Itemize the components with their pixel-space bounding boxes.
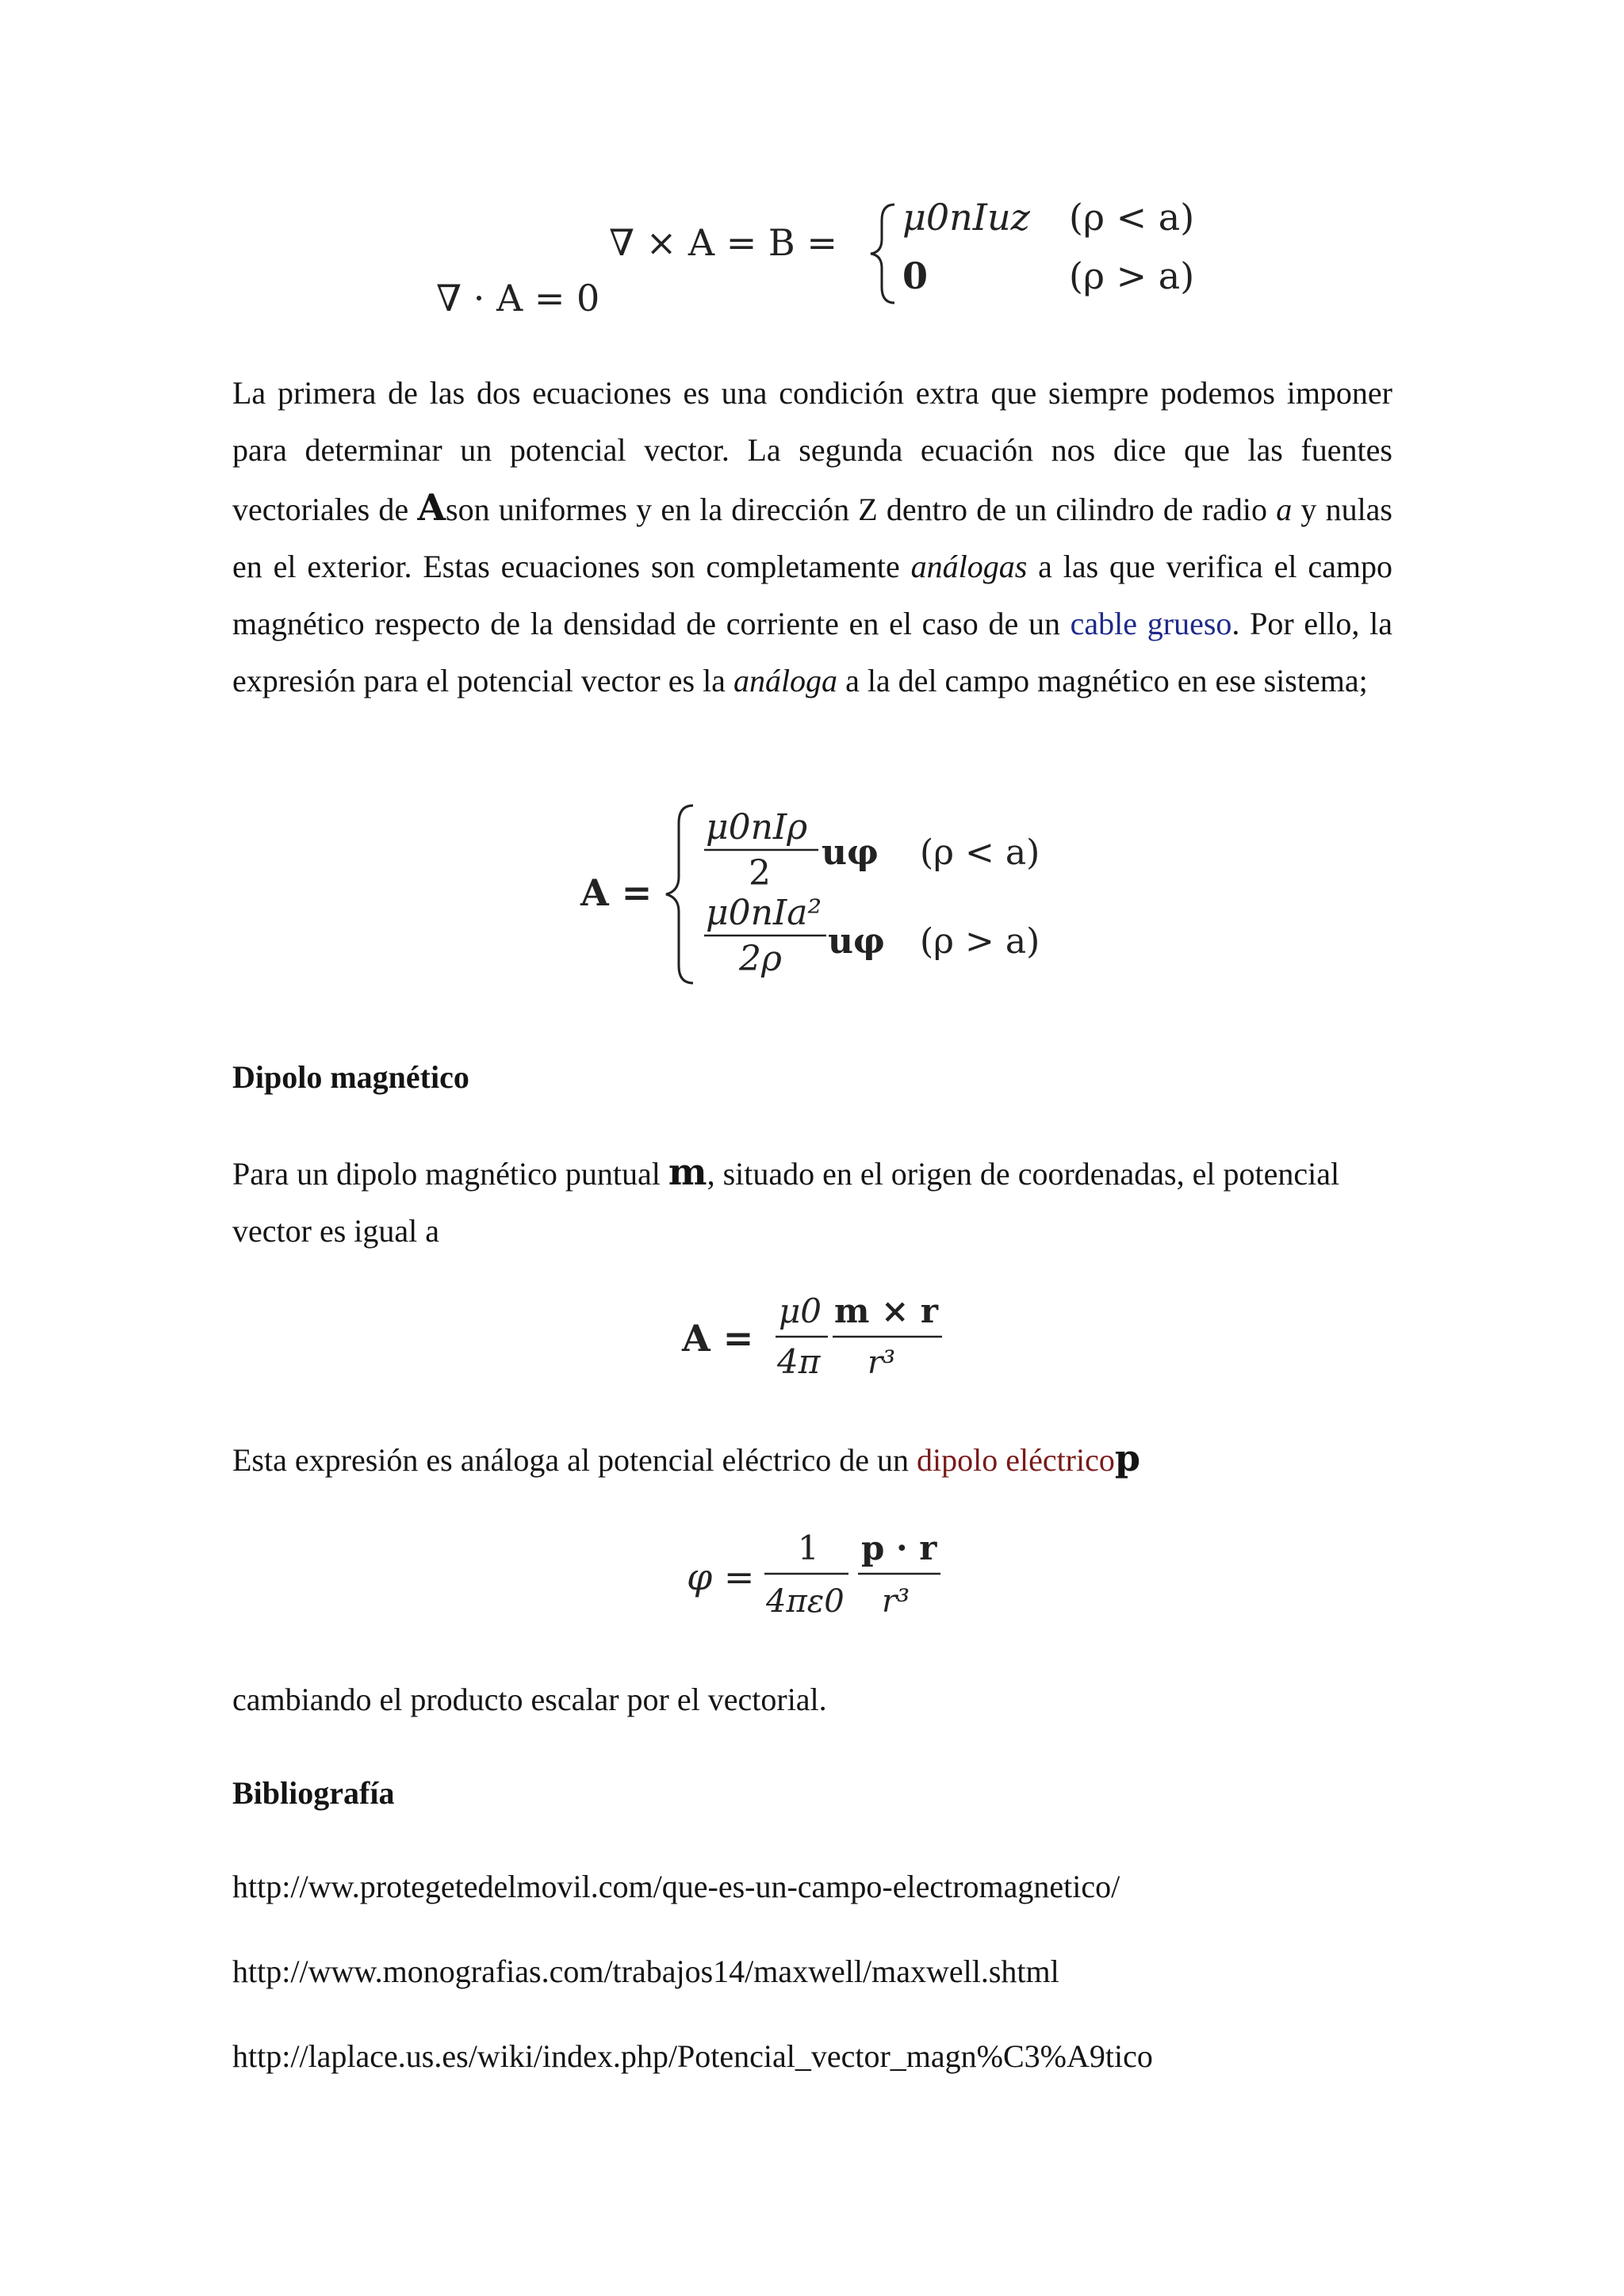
denominator-inside: 2	[749, 853, 771, 894]
equation-dipole-scalar	[682, 1518, 952, 1637]
symbol-A: A	[417, 486, 446, 529]
heading-bibliografia: Bibliografía	[232, 1775, 395, 1811]
unit-phi-inside: uφ	[822, 832, 879, 873]
lhs-phi: φ =	[687, 1556, 755, 1598]
link-cable-grueso[interactable]: cable grueso	[1070, 606, 1232, 641]
lhs-A: A =	[580, 871, 653, 914]
heading-dipolo-magnetico: Dipolo magnético	[232, 1059, 469, 1095]
bibliography-link-3[interactable]: http://laplace.us.es/wiki/index.php/Potencial_vector_magn%C3%A9tico	[232, 2038, 1153, 2074]
link-dipolo-electrico[interactable]: dipolo eléctrico	[916, 1442, 1115, 1478]
bibliography-link-1[interactable]: http://ww.protegetedelmovil.com/que-es-un-campo-electromagnetico/	[232, 1869, 1120, 1904]
lhs-A: A =	[682, 1317, 754, 1360]
equation-dipole-vector	[674, 1284, 959, 1395]
factor-numerator: m × r	[834, 1292, 939, 1330]
numerator-outside: μ0nIa²	[706, 893, 822, 933]
paragraph-1-text-5: . Por ello, la expresión para el potencial vector es la	[232, 606, 1393, 698]
paragraph-2	[232, 1143, 1392, 1260]
cond-inside: (ρ < a)	[920, 832, 1040, 873]
case-inside: μ0nIuz	[902, 196, 1030, 239]
equation-potential-cylinder	[571, 801, 1078, 991]
cond-inside: (ρ < a)	[1069, 196, 1195, 239]
paragraph-3-text-1: Esta expresión es análoga al potencial eléctrico de un	[232, 1442, 917, 1478]
denominator-outside: 2ρ	[739, 939, 782, 979]
symbol-p: p	[1114, 1437, 1141, 1479]
case-outside: 0	[902, 254, 929, 297]
paragraph-2-text-1: Para un dipolo magnético puntual	[232, 1156, 668, 1192]
coefficient-numerator: 1	[798, 1529, 819, 1567]
numerator-inside: μ0nIρ	[706, 807, 808, 848]
divergence-equation: ∇ · A = 0	[436, 277, 600, 320]
paragraph-1-text-2: son uniformes y en la dirección Z dentro de un cilindro de radio	[446, 492, 1277, 527]
equation-gauge-curl	[428, 190, 1253, 333]
emphasis-analogas: análogas	[910, 549, 1028, 584]
emphasis-analoga: análoga	[733, 663, 838, 698]
brace-left	[666, 806, 693, 983]
paragraph-1-text-3: y nulas en el exterior. Estas ecuaciones son completamente	[232, 492, 1392, 584]
bibliography-link-2[interactable]: http://www.monografias.com/trabajos14/maxwell/maxwell.shtml	[232, 1954, 1059, 1989]
paragraph-3	[232, 1429, 1392, 1489]
paragraph-4: cambiando el producto escalar por el vectorial.	[232, 1682, 827, 1717]
factor-numerator: p · r	[861, 1529, 937, 1567]
paragraph-1	[232, 365, 1392, 710]
paragraph-1-text-6: a la del campo magnético en ese sistema;	[837, 663, 1368, 698]
cond-outside: (ρ > a)	[920, 921, 1040, 962]
factor-denominator: r³	[882, 1583, 910, 1620]
paragraph-1-text-1: La primera de las dos ecuaciones es una condición extra que siempre podemos imponer para determinar un potencial vector. La segunda ecuación nos dice que las fuentes vectoriales de	[232, 375, 1392, 527]
coefficient-denominator: 4πε0	[766, 1583, 845, 1620]
coefficient-numerator: μ0	[779, 1292, 822, 1330]
factor-denominator: r³	[868, 1345, 896, 1381]
curl-equation: ∇ × A = B =	[609, 221, 837, 264]
paragraph-1-text-4: a las que verifica el campo magnético respecto de la densidad de corriente en el caso de un	[232, 549, 1392, 641]
paragraph-2-text-2: , situado en el origen de coordenadas, el potencial vector es igual a	[232, 1156, 1340, 1249]
symbol-m: m	[668, 1150, 707, 1193]
coefficient-denominator: 4π	[777, 1342, 821, 1381]
radius-a: a	[1276, 492, 1293, 527]
brace-left	[871, 205, 894, 303]
equation-potential-svg	[571, 801, 1078, 991]
equation-dipole-scalar-svg	[682, 1518, 952, 1637]
equation-gauge-curl-svg	[428, 190, 1253, 333]
unit-phi-outside: uφ	[828, 921, 885, 962]
cond-outside: (ρ > a)	[1069, 254, 1195, 297]
equation-dipole-vector-svg	[674, 1284, 959, 1395]
